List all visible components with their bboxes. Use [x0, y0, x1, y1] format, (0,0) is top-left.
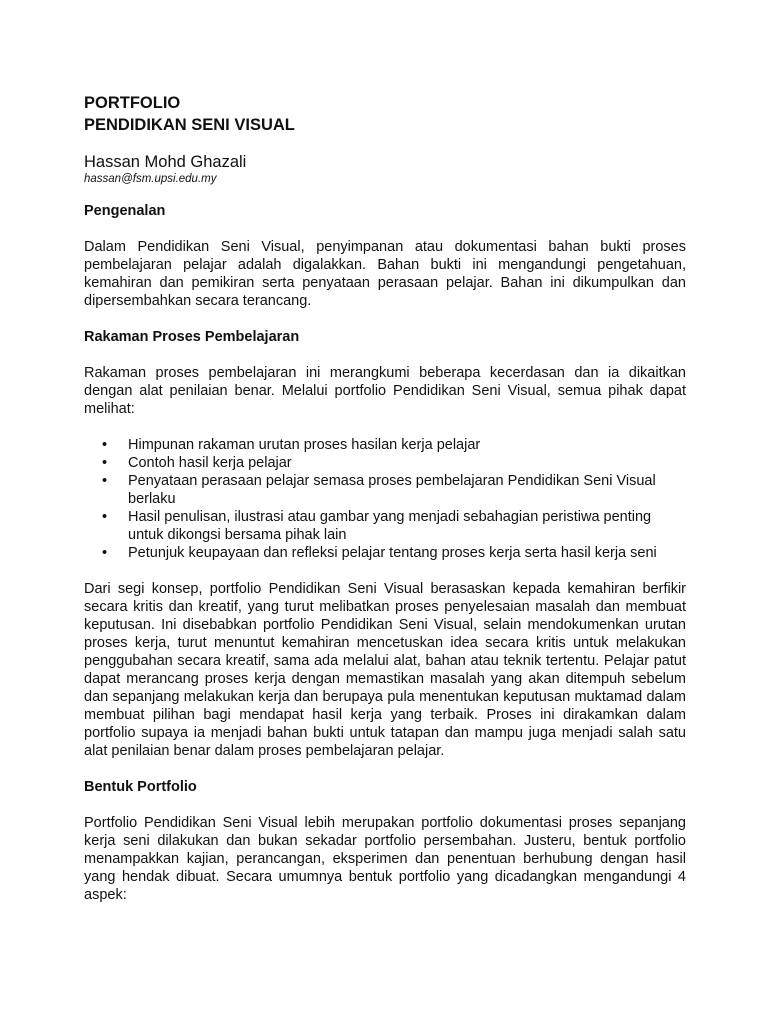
- list-item: [84, 508, 686, 544]
- author-name: Hassan Mohd Ghazali: [84, 153, 247, 171]
- section-heading-bentuk: Bentuk Portfolio: [84, 779, 197, 795]
- list-item: [84, 472, 686, 508]
- list-item: [84, 544, 686, 562]
- bullet-icon: •: [102, 473, 108, 489]
- document-title-line-1: PORTFOLIO: [84, 94, 181, 112]
- author-email: hassan@fsm.upsi.edu.my: [84, 173, 217, 185]
- bullet-icon: •: [102, 545, 108, 561]
- paragraph-pengenalan: Dalam Pendidikan Seni Visual, penyimpanan atau dokumentasi bahan bukti proses pembelajaran pelajar adalah digalakkan. Bahan bukti ini mengandungi pengetahuan, kemahiran dan pemikiran serta penyataan perasaan pelajar. Bahan ini dikumpulkan dan dipersembahkan secara terancang.: [84, 239, 686, 309]
- list-item-text: Contoh hasil kerja pelajar: [128, 455, 292, 471]
- list-item-text: Himpunan rakaman urutan proses hasilan kerja pelajar: [128, 437, 481, 453]
- document-page: [84, 92, 686, 904]
- bullet-icon: •: [102, 437, 108, 453]
- document-title-line-2: PENDIDIKAN SENI VISUAL: [84, 116, 295, 134]
- list-item: [84, 454, 686, 472]
- list-item-text: Penyataan perasaan pelajar semasa proses pembelajaran Pendidikan Seni Visual berlaku: [128, 473, 656, 507]
- bullet-icon: •: [102, 509, 108, 525]
- section-heading-pengenalan: Pengenalan: [84, 203, 166, 219]
- list-item-text: Petunjuk keupayaan dan refleksi pelajar tentang proses kerja serta hasil kerja seni: [128, 545, 657, 561]
- paragraph-bentuk: Portfolio Pendidikan Seni Visual lebih merupakan portfolio dokumentasi proses sepanjang kerja seni dilakukan dan bukan sekadar portfolio persembahan. Justeru, bentuk portfolio menampakkan kajian, perancangan, eksperimen dan penentuan berhubung dengan hasil yang hendak dibuat. Secara umumnya bentuk portfolio yang dicadangkan mengandungi 4 aspek:: [84, 815, 686, 903]
- bullet-icon: •: [102, 455, 108, 471]
- list-item: [84, 436, 686, 454]
- section-heading-rakaman: Rakaman Proses Pembelajaran: [84, 329, 300, 345]
- bullet-list: [84, 436, 686, 562]
- list-item-text: Hasil penulisan, ilustrasi atau gambar yang menjadi sebahagian peristiwa penting untuk dikongsi bersama pihak lain: [128, 509, 652, 543]
- paragraph-konsep: Dari segi konsep, portfolio Pendidikan Seni Visual berasaskan kepada kemahiran berfikir secara kritis dan kreatif, yang turut melibatkan proses penyelesaian masalah dan membuat keputusan. Ini disebabkan portfolio Pendidikan Seni Visual, selain mendokumenkan urutan proses kerja, turut menuntut kemahiran mencetuskan idea secara kritis untuk melakukan penggubahan secara kreatif, sama ada melalui alat, bahan atau teknik tertentu. Pelajar patut dapat merancang proses kerja dengan memastikan masalah yang akan ditempuh sebelum dan sepanjang melakukan kerja dan berupaya pula menentukan keputusan muktamad dalam membuat pilihan bagi mendapat hasil kerja yang terbaik. Proses ini dirakamkan dalam portfolio supaya ia menjadi bahan bukti untuk tatapan dan mampu juga menjadi salah satu alat penilaian benar dalam proses pembelajaran pelajar.: [84, 581, 686, 759]
- paragraph-rakaman: Rakaman proses pembelajaran ini merangkumi beberapa kecerdasan dan ia dikaitkan dengan alat penilaian benar. Melalui portfolio Pendidikan Seni Visual, semua pihak dapat melihat:: [84, 365, 686, 417]
